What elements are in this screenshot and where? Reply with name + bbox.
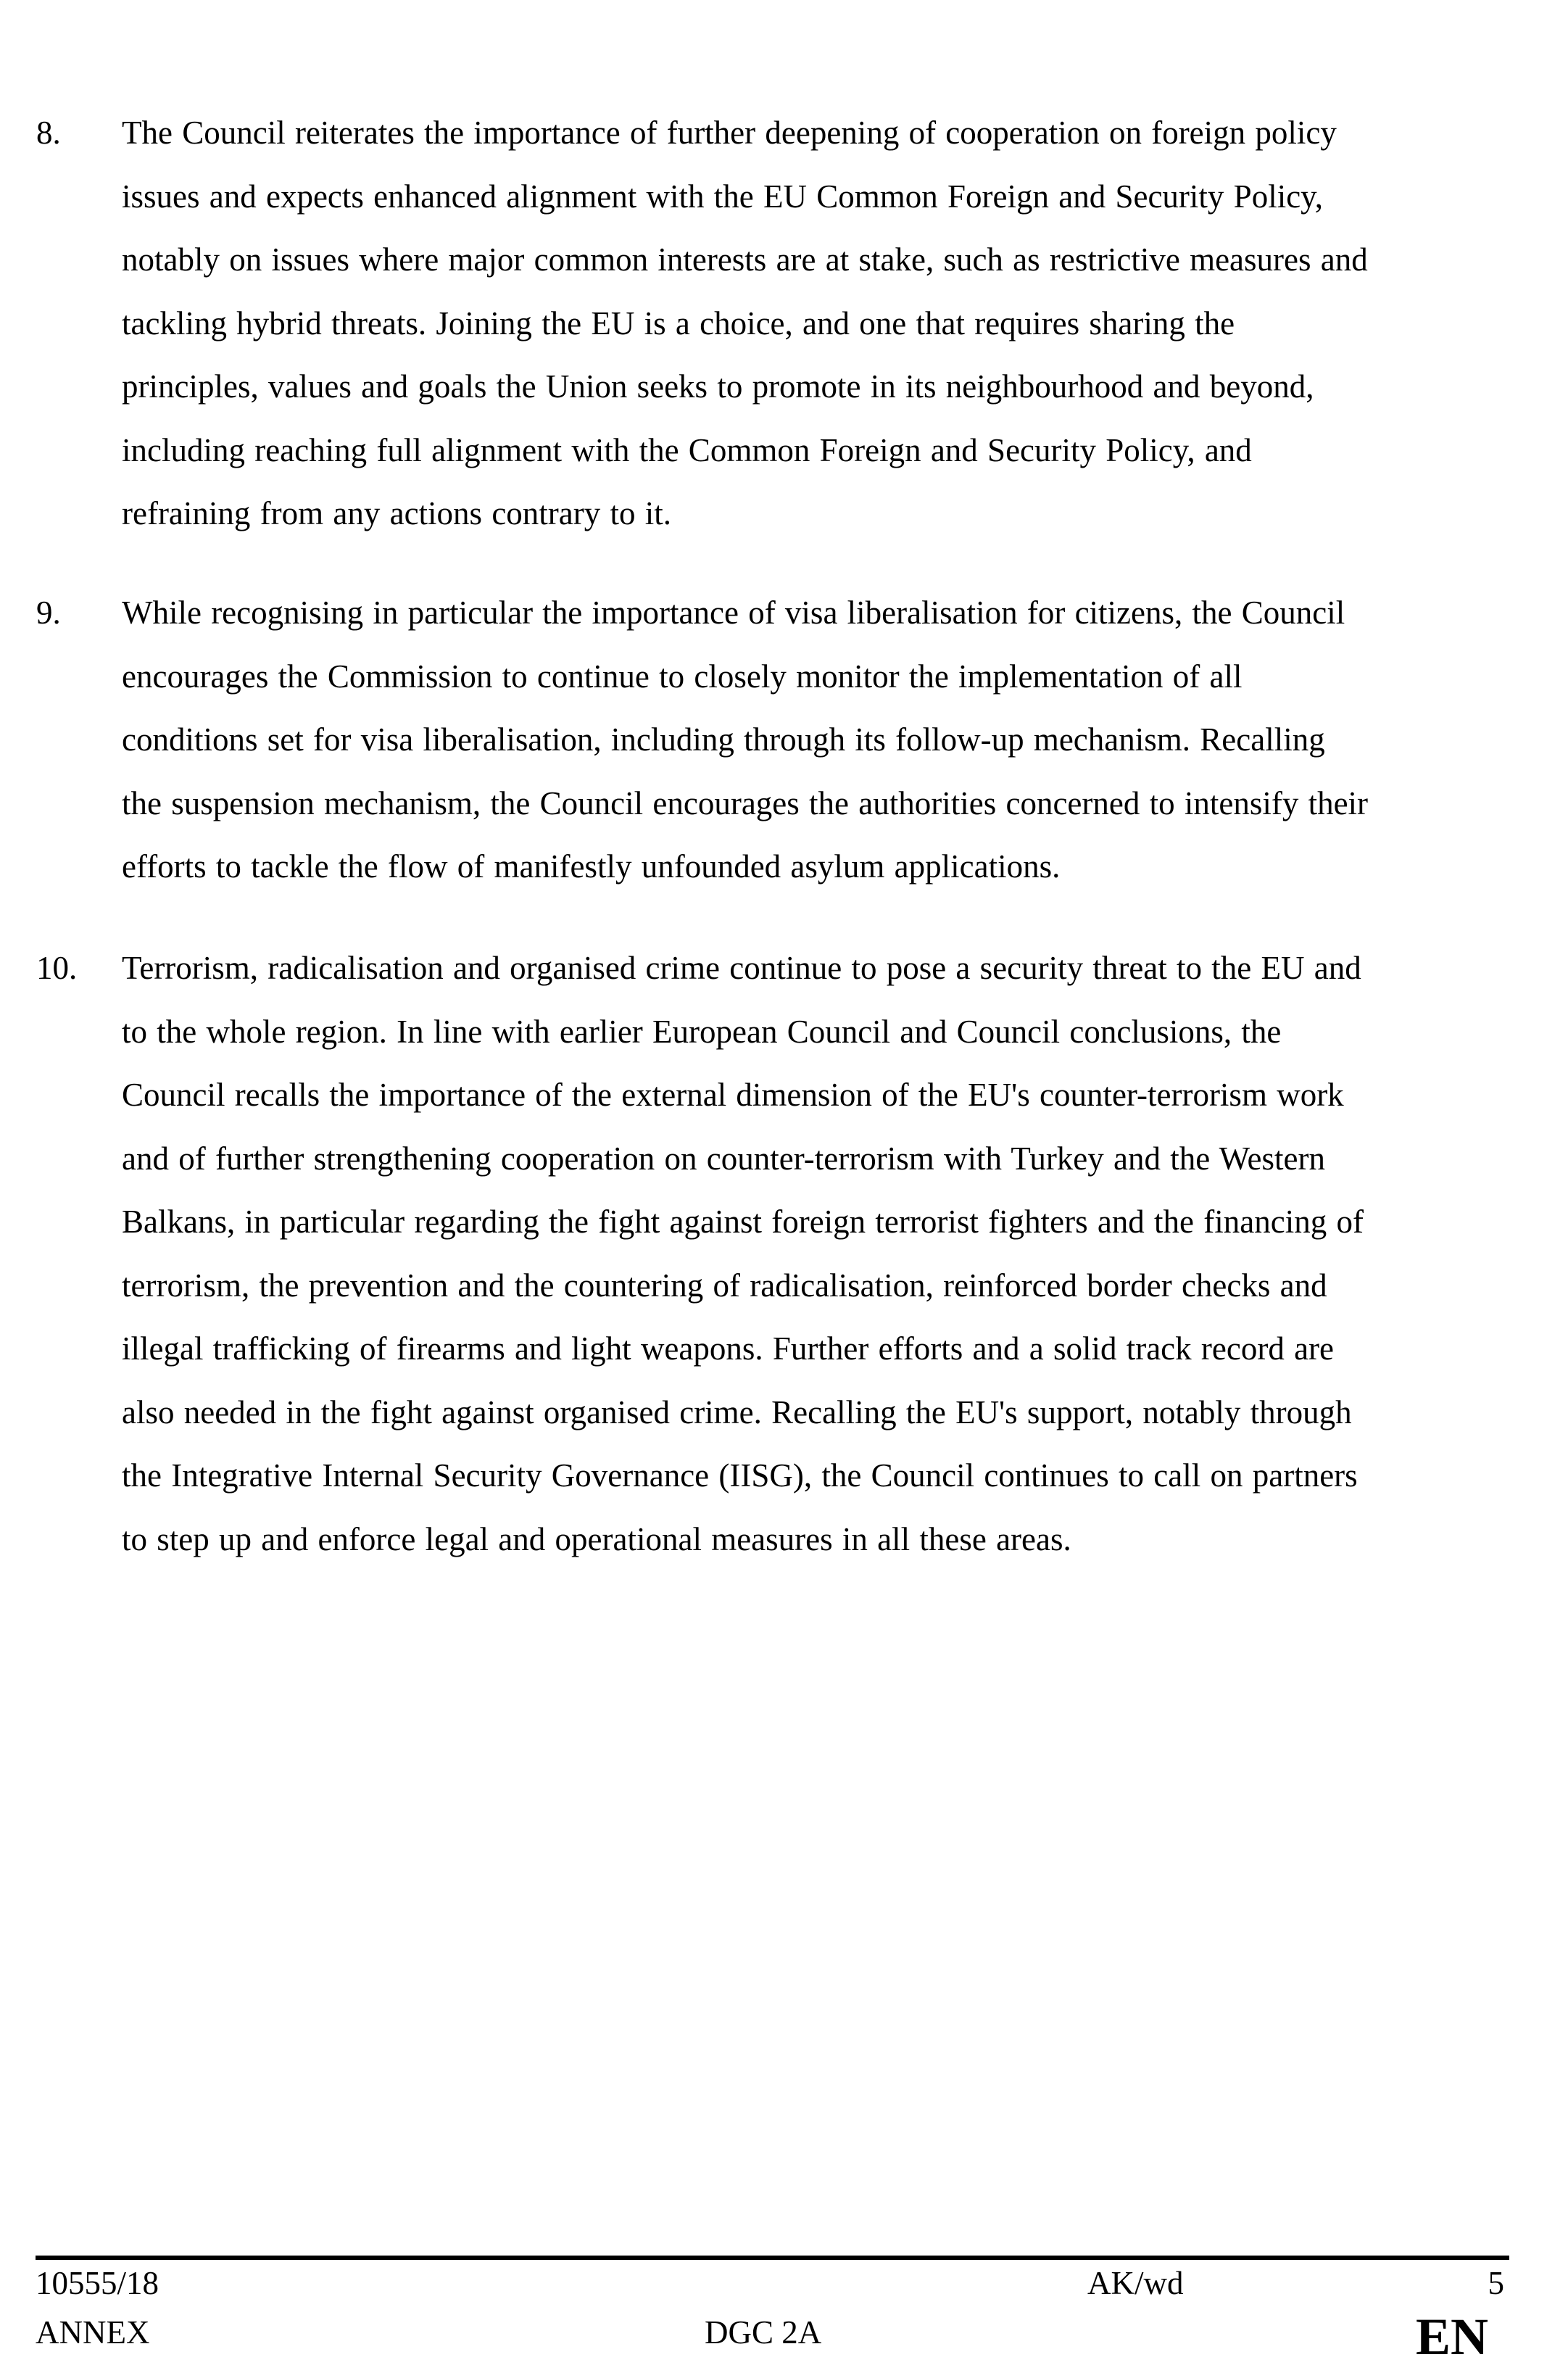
- text-line: efforts to tackle the flow of manifestly unfounded asylum applications.: [122, 848, 1061, 885]
- text-line: tackling hybrid threats. Joining the EU is a choice, and one that requires sharing the: [122, 305, 1235, 341]
- text-line: including reaching full alignment with the Common Foreign and Security Policy, and: [122, 431, 1252, 468]
- document-number: 10555/18: [36, 2265, 159, 2301]
- department-code: DGC 2A: [705, 2314, 822, 2351]
- text-line: and of further strengthening cooperation on counter-terrorism with Turkey and the Western: [122, 1140, 1325, 1177]
- page-number: 5: [1488, 2265, 1504, 2301]
- footer-divider: [36, 2256, 1509, 2260]
- text-line: While recognising in particular the importance of visa liberalisation for citizens, the Council: [122, 595, 1345, 631]
- text-line: conditions set for visa liberalisation, including through its follow-up mechanism. Recalling: [122, 721, 1325, 758]
- text-line: Council recalls the importance of the external dimension of the EU's counter-terrorism work: [122, 1077, 1344, 1113]
- text-line: refraining from any actions contrary to it.: [122, 495, 671, 531]
- text-line: also needed in the fight against organised crime. Recalling the EU's support, notably through: [122, 1393, 1352, 1430]
- text-line: The Council reiterates the importance of further deepening of cooperation on foreign policy: [122, 115, 1337, 151]
- text-line: principles, values and goals the Union seeks to promote in its neighbourhood and beyond,: [122, 368, 1314, 405]
- author-initials: AK/wd: [1087, 2265, 1184, 2301]
- text-line: encourages the Commission to continue to closely monitor the implementation of all: [122, 658, 1243, 695]
- language-code: EN: [1415, 2308, 1488, 2366]
- text-line: the Integrative Internal Security Governance (IISG), the Council continues to call on partners: [122, 1457, 1358, 1494]
- text-line: Balkans, in particular regarding the fight against foreign terrorist fighters and the financing of: [122, 1204, 1364, 1240]
- text-line: Terrorism, radicalisation and organised crime continue to pose a security threat to the EU and: [122, 950, 1361, 986]
- annex-label: ANNEX: [36, 2314, 150, 2351]
- paragraph-number: 9.: [36, 595, 61, 631]
- paragraph-body: [122, 581, 1368, 899]
- text-line: illegal trafficking of firearms and light weapons. Further efforts and a solid track record are: [122, 1330, 1334, 1367]
- text-line: terrorism, the prevention and the countering of radicalisation, reinforced border checks and: [122, 1267, 1327, 1304]
- text-line: to step up and enforce legal and operational measures in all these areas.: [122, 1520, 1071, 1557]
- text-line: the suspension mechanism, the Council encourages the authorities concerned to intensify their: [122, 784, 1369, 821]
- paragraph-body: [122, 102, 1368, 546]
- text-line: to the whole region. In line with earlier European Council and Council conclusions, the: [122, 1013, 1282, 1050]
- text-line: notably on issues where major common interests are at stake, such as restrictive measures and: [122, 241, 1368, 278]
- text-line: issues and expects enhanced alignment with the EU Common Foreign and Security Policy,: [122, 178, 1324, 215]
- paragraph-number: 8.: [36, 115, 61, 151]
- paragraph-body: [122, 937, 1364, 1571]
- paragraph-number: 10.: [36, 950, 78, 986]
